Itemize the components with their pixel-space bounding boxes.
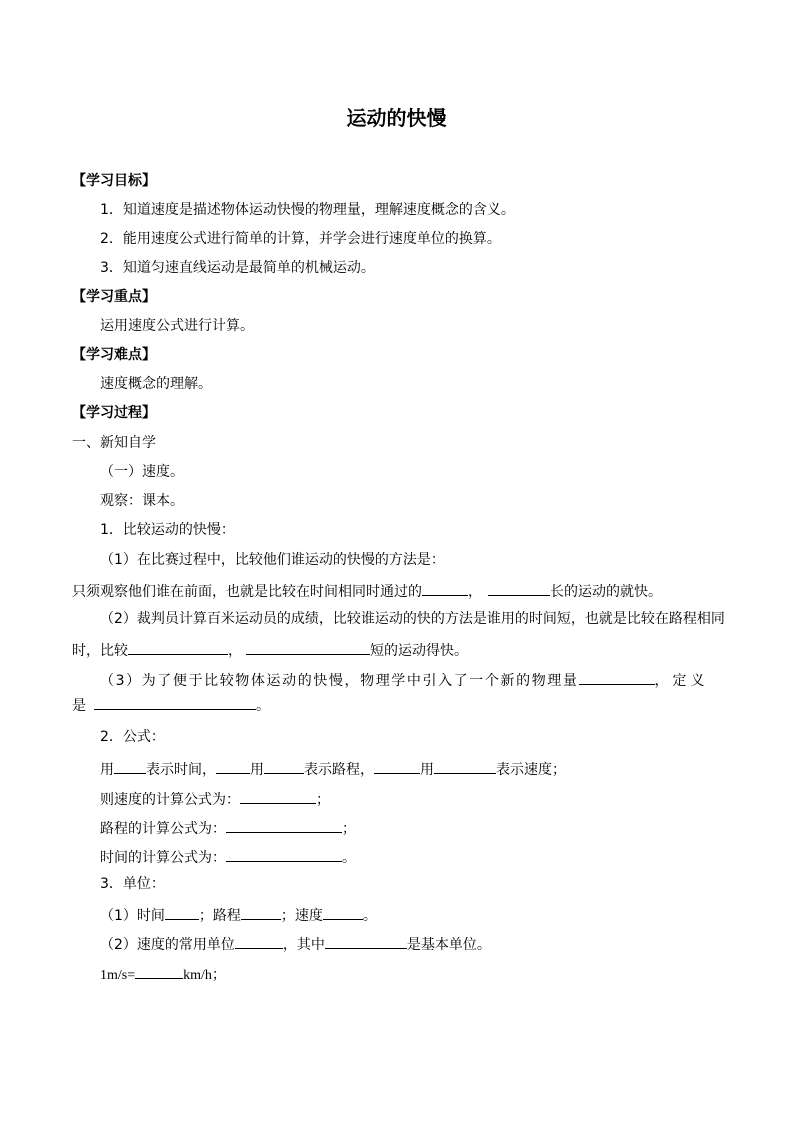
distance-formula-line [100, 816, 356, 839]
answer-blank[interactable] [114, 757, 146, 774]
q1-text-a: 只须观察他们谁在前面，也就是比较在时间相同时通过的 [72, 584, 422, 600]
speed-formula-label: 则速度的计算公式为： [100, 792, 240, 808]
answer-blank[interactable] [240, 787, 316, 804]
q2-text-a: 时，比较 [72, 643, 128, 659]
focus-text: 运用速度公式进行计算。 [100, 318, 254, 334]
answer-blank[interactable] [226, 845, 342, 862]
focus-heading: 【学习重点】 [72, 289, 156, 305]
q2-text-b: ， [228, 643, 242, 659]
u1-text-b: ；路程 [198, 908, 241, 924]
answer-blank[interactable] [374, 757, 420, 774]
u2-text-b: ，其中 [282, 937, 325, 953]
answer-blank[interactable] [241, 903, 281, 920]
answer-blank[interactable] [246, 638, 370, 655]
u1-text-a: （1）时间 [100, 908, 165, 924]
answer-blank[interactable] [422, 579, 468, 596]
answer-blank[interactable] [216, 757, 250, 774]
f-text-e: 用 [420, 762, 434, 778]
distance-formula-label: 路程的计算公式为： [100, 821, 226, 837]
f-text-c: 用 [250, 762, 264, 778]
process-heading: 【学习过程】 [72, 405, 156, 421]
q3-text-a: （3）为了便于比较物体运动的快慢，物理学中引入了一个新的物理量 [100, 673, 579, 689]
answer-blank[interactable] [325, 932, 407, 949]
answer-blank[interactable] [135, 962, 183, 979]
answer-blank[interactable] [226, 816, 342, 833]
goal-item-1: 1．知道速度是描述物体运动快慢的物理量，理解速度概念的含义。 [100, 202, 515, 218]
u2-text-c: 是基本单位。 [406, 937, 491, 953]
compare-title: 1．比较运动的快慢： [100, 522, 235, 538]
answer-blank[interactable] [165, 903, 199, 920]
unit-title: 3．单位： [100, 876, 165, 892]
goal-item-2: 2．能用速度公式进行简单的计算，并学会进行速度单位的换算。 [100, 231, 501, 247]
answer-blank[interactable] [128, 638, 228, 655]
formula-title: 2．公式： [100, 729, 165, 745]
question-2-line-1: （2）裁判员计算百米运动员的成绩，比较谁运动的快的方法是谁用的时间短，也就是比较在路程相同 [100, 611, 725, 627]
formula-symbols-line [100, 757, 566, 780]
time-formula-line [100, 845, 356, 868]
q1-text-c: 长的运动的就快。 [550, 584, 662, 600]
question-3-line-1 [100, 668, 709, 691]
q3-text-c: 是 [72, 698, 86, 714]
difficulty-heading: 【学习难点】 [72, 347, 156, 363]
answer-blank[interactable] [94, 693, 256, 710]
u2-text-a: （2）速度的常用单位 [100, 937, 235, 953]
u1-text-c: ；速度 [280, 908, 323, 924]
answer-blank[interactable] [488, 579, 550, 596]
question-2-line-2 [72, 638, 468, 661]
subsection-speed: （一）速度。 [100, 464, 184, 480]
question-1-line-1: （1）在比赛过程中，比较他们谁运动的快慢的方法是： [100, 552, 445, 568]
units-line-1 [100, 903, 377, 926]
answer-blank[interactable] [579, 668, 655, 685]
unit-conversion-line [100, 962, 226, 986]
question-3-line-2 [72, 693, 270, 716]
answer-blank[interactable] [264, 757, 304, 774]
conversion-text-b: km/h； [183, 968, 226, 983]
answer-blank[interactable] [235, 932, 283, 949]
q2-text-c: 短的运动得快。 [370, 643, 468, 659]
question-1-line-2 [72, 579, 662, 602]
speed-formula-end: ； [316, 792, 330, 808]
goals-heading: 【学习目标】 [72, 173, 156, 189]
f-text-a: 用 [100, 762, 114, 778]
distance-formula-end: ； [342, 821, 356, 837]
document-title: 运动的快慢 [346, 106, 447, 130]
observe-line: 观察：课本。 [100, 493, 184, 509]
q3-text-b: ，定义 [654, 673, 709, 689]
units-line-2 [100, 932, 491, 955]
time-formula-end: 。 [342, 850, 356, 866]
answer-blank[interactable] [434, 757, 496, 774]
u1-text-d: 。 [362, 908, 377, 924]
conversion-text-a: 1m/s= [100, 968, 136, 983]
f-text-d: 表示路程， [304, 762, 374, 778]
q3-text-d: 。 [256, 698, 270, 714]
time-formula-label: 时间的计算公式为： [100, 850, 226, 866]
speed-formula-line [100, 787, 330, 810]
f-text-f: 表示速度； [496, 762, 566, 778]
q1-text-b: ， [468, 584, 482, 600]
goal-item-3: 3．知道匀速直线运动是最简单的机械运动。 [100, 260, 375, 276]
difficulty-text: 速度概念的理解。 [100, 376, 212, 392]
answer-blank[interactable] [323, 903, 363, 920]
f-text-b: 表示时间， [146, 762, 216, 778]
section-1-title: 一、新知自学 [72, 435, 156, 451]
